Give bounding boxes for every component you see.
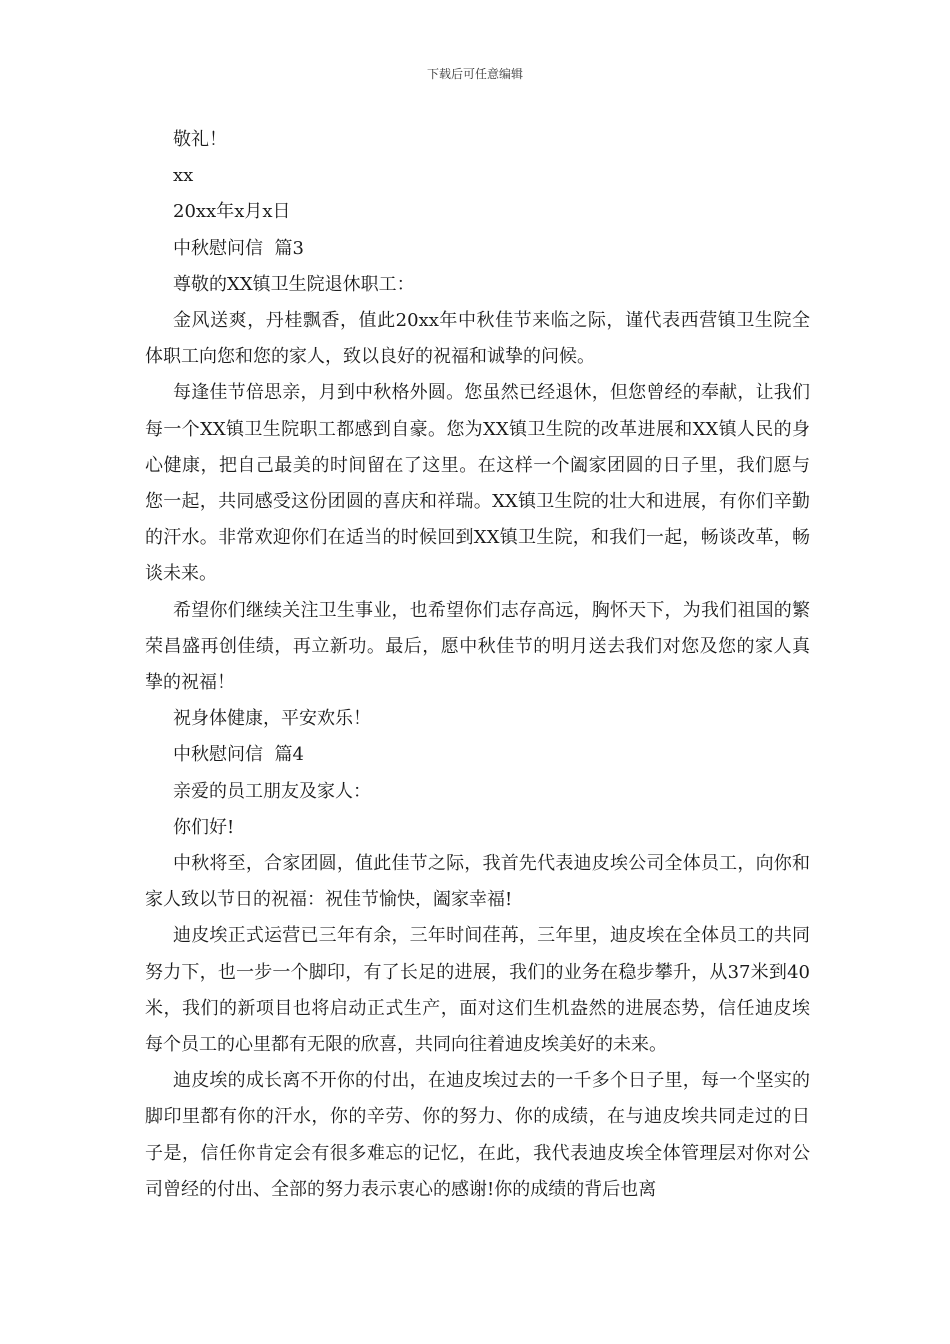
document-body [145, 122, 810, 1208]
page-header-note: 下载后可任意编辑 [426, 67, 523, 81]
paragraph: 迪皮埃正式运营已三年有余，三年时间荏苒，三年里，迪皮埃在全体员工的共同努力下，也一步一个脚印，有了长足的进展，我们的业务在稳步攀升，从37米到40米，我们的新项目也将启动正式生产，面对这们生机盎然的进展态势，信任迪皮埃每个员工的心里都有无限的欣喜，共同向往着迪皮埃美好的未来。 [145, 925, 810, 1056]
wish-line: 祝身体健康，平安欢乐！ [173, 708, 371, 730]
letter-signature: xx [173, 165, 194, 187]
paragraph: 迪皮埃的成长离不开你的付出，在迪皮埃过去的一千多个日子里，每一个坚实的脚印里都有你的汗水，你的辛劳、你的努力、你的成绩，在与迪皮埃共同走过的日子是，信任你肯定会有很多难忘的记忆，在此，我代表迪皮埃全体管理层对你对公司曾经的付出、全部的努力表示衷心的感谢!你的成绩的背后也离 [145, 1070, 810, 1200]
salutation-3: 尊敬的XX镇卫生院退休职工： [173, 273, 415, 295]
paragraph: 金风送爽，丹桂飘香，值此20xx年中秋佳节来临之际，谨代表西营镇卫生院全体职工向您和您的家人，致以良好的祝福和诚挚的问候。 [145, 310, 810, 368]
salutation-4: 亲爱的员工朋友及家人： [173, 780, 371, 802]
paragraph: 希望你们继续关注卫生事业，也希望你们志存高远，胸怀天下，为我们祖国的繁荣昌盛再创佳绩，再立新功。最后，愿中秋佳节的明月送去我们对您及您的家人真挚的祝福！ [145, 599, 810, 694]
letter-closing: 敬礼！ [173, 129, 227, 150]
letter-date: 20xx年x月x日 [173, 201, 291, 223]
paragraph: 每逢佳节倍思亲，月到中秋格外圆。您虽然已经退休，但您曾经的奉献，让我们每一个XX镇卫生院职工都感到自豪。您为XX镇卫生院的改革进展和XX镇人民的身心健康，把自己最美的时间留在了这里。在这样一个阖家团圆的日子里，我们愿与您一起，共同感受这份团圆的喜庆和祥瑞。XX镇卫生院的壮大和进展，有你们辛勤的汗水。非常欢迎你们在适当的时候回到XX镇卫生院，和我们一起，畅谈改革，畅谈未来。 [145, 382, 810, 585]
greeting: 你们好! [173, 816, 235, 838]
section-title-4: 中秋慰问信 篇4 [173, 744, 304, 766]
paragraph: 中秋将至，合家团圆，值此佳节之际，我首先代表迪皮埃公司全体员工，向你和家人致以节日的祝福：祝佳节愉快，阖家幸福! [145, 853, 810, 911]
section-title-3: 中秋慰问信 篇3 [173, 237, 304, 259]
